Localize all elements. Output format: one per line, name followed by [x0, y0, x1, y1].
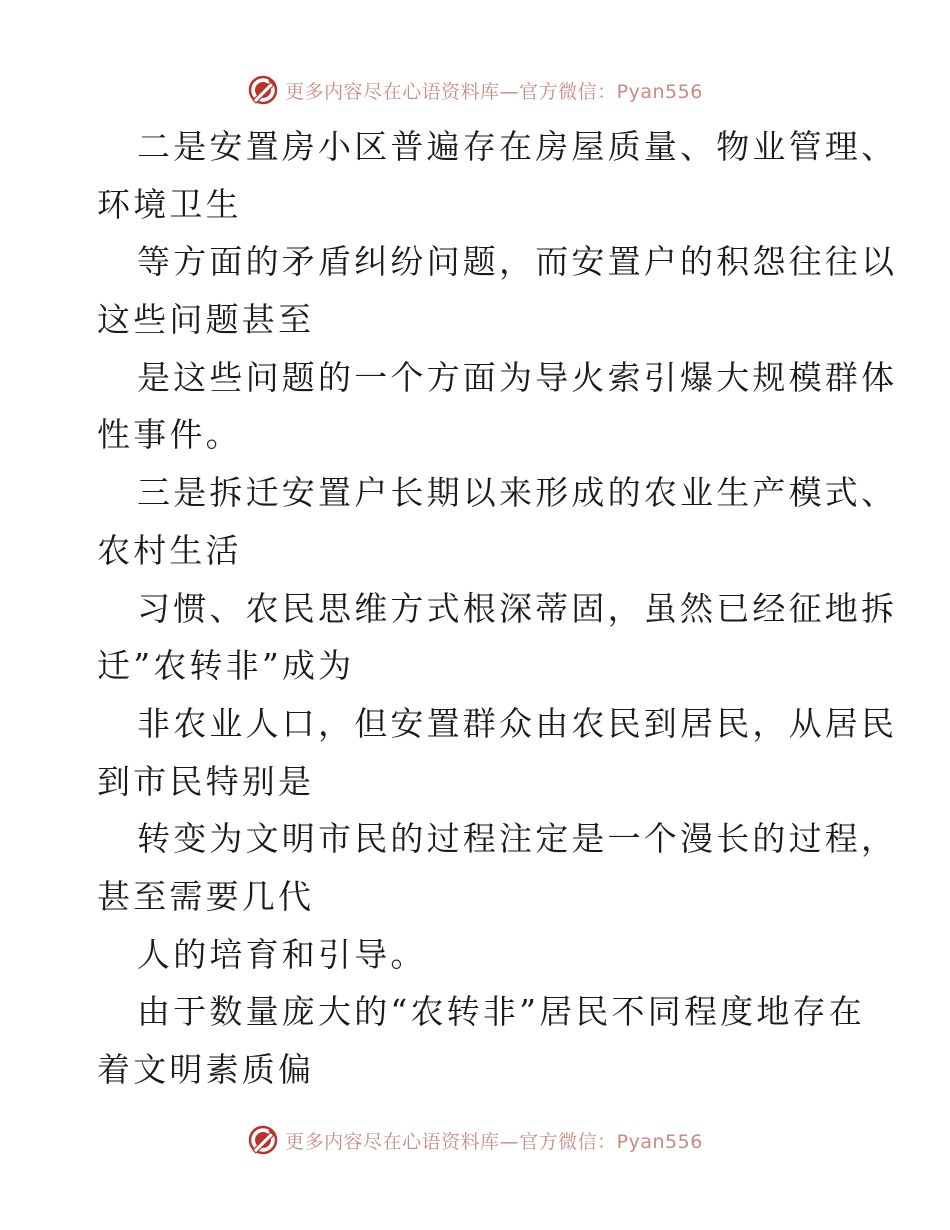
body-line: 由于数量庞大的“农转非”居民不同程度地存在 — [137, 992, 865, 1032]
body-line: 到市民特别是 — [97, 761, 315, 801]
header-brand-text: 更多内容尽在心语资料库—官方微信：Pyan556 — [285, 80, 703, 103]
body-line: 这些问题甚至 — [97, 300, 315, 340]
body-line: 农村生活 — [97, 530, 242, 570]
footer-watermark — [0, 1120, 950, 1160]
body-line: 环境卫生 — [97, 184, 242, 224]
document-body — [97, 118, 898, 1099]
body-line: 习惯、农民思维方式根深蒂固，虽然已经征地拆 — [137, 588, 898, 628]
body-line: 二是安置房小区普遍存在房屋质量、物业管理、 — [137, 127, 898, 166]
body-line: 转变为文明市民的过程注定是一个漫长的过程， — [137, 819, 898, 859]
body-line: 是这些问题的一个方面为导火索引爆大规模群体 — [137, 357, 898, 397]
body-line: 等方面的矛盾纠纷问题，而安置户的积怨往往以 — [137, 242, 898, 282]
body-line: 迁”农转非”成为 — [97, 646, 355, 686]
body-line: 着文明素质偏 — [97, 1050, 315, 1089]
body-line: 性事件。 — [97, 415, 242, 455]
footer-brand-text: 更多内容尽在心语资料库—官方微信：Pyan556 — [285, 1130, 703, 1153]
pen-seal-icon — [247, 74, 279, 106]
header-watermark — [0, 70, 950, 110]
body-line: 人的培育和引导。 — [137, 934, 427, 974]
pen-seal-icon — [247, 1124, 279, 1156]
body-line: 非农业人口，但安置群众由农民到居民，从居民 — [137, 703, 898, 743]
body-line: 三是拆迁安置户长期以来形成的农业生产模式、 — [137, 473, 898, 513]
body-line: 甚至需要几代 — [97, 876, 315, 916]
